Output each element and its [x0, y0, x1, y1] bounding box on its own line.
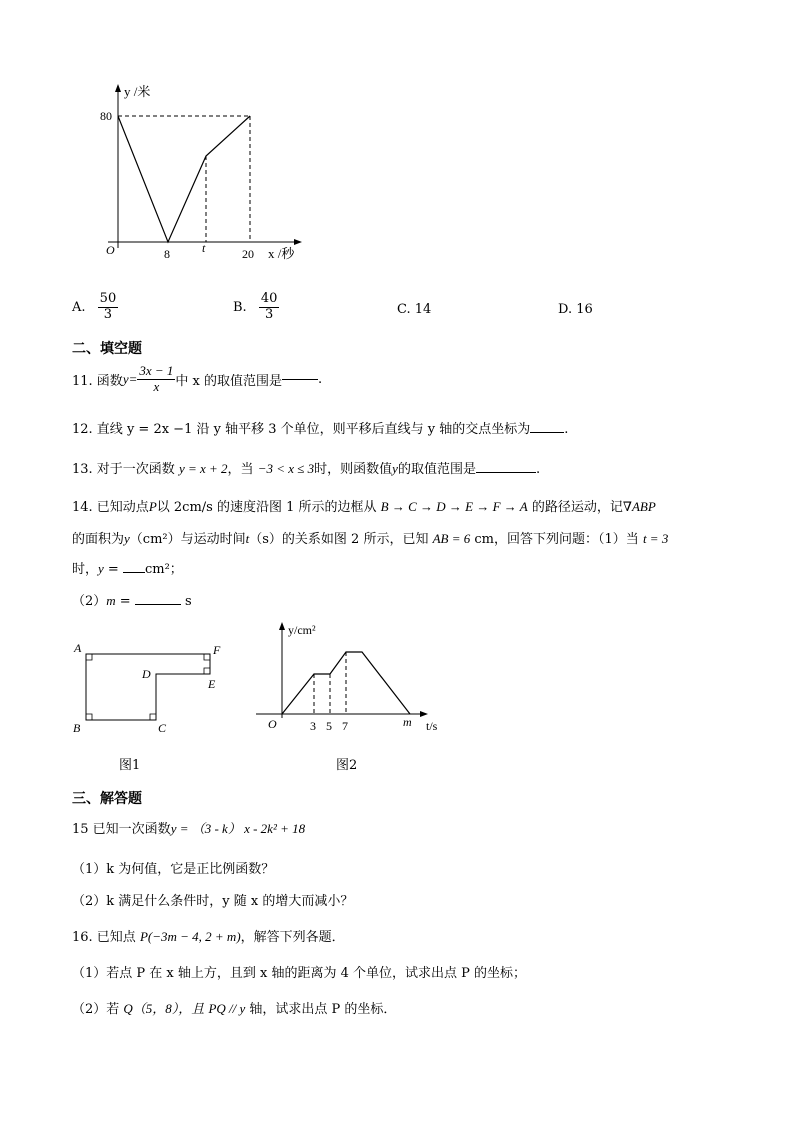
option-b-den: 3: [264, 306, 274, 322]
q14-l2-c: （s）的关系如图 2 所示，已知: [249, 532, 429, 547]
figure-1-frame: [86, 654, 210, 720]
option-b-num: 40: [260, 291, 278, 306]
q16-p2-b: 轴，试求出点 P 的坐标．: [249, 1002, 397, 1017]
q13-var: y: [392, 461, 398, 476]
question-14-line2: [72, 528, 668, 547]
top-graph-x-arrow: [294, 239, 302, 245]
figure-2-y-label: y/cm²: [288, 623, 316, 637]
question-15-part1: （1）k 为何值，它是正比例函数？: [72, 862, 275, 877]
top-graph-origin: O: [106, 243, 115, 257]
q14-l1-b: 以 2cm/s 的速度沿图 1 所示的边框从: [156, 500, 377, 515]
option-a-den: 3: [103, 306, 113, 322]
question-14-line1: [72, 496, 656, 515]
q14-blank-1[interactable]: [123, 572, 145, 573]
top-graph-x-tick-8: 8: [164, 247, 170, 261]
q14-l4-c: s: [180, 594, 192, 609]
figure-2-x-arrow: [420, 711, 428, 717]
top-graph: [100, 80, 310, 270]
figure-1-right-angle-c: [150, 714, 156, 720]
section3-title: 三、解答题: [72, 791, 142, 807]
q16-suffix: ，解答下列各题．: [240, 930, 345, 945]
q14-blank-2[interactable]: [135, 604, 181, 605]
q11-suffix: 中 x 的取值范围是: [175, 373, 283, 389]
figure-2-y-arrow: [279, 622, 285, 630]
figure-1-label-a: A: [74, 641, 82, 655]
q13-formula: y = x + 2: [178, 461, 228, 476]
q11-num: 3x − 1: [139, 363, 174, 378]
q12-text: 12. 直线 y = 2x −1 沿 y 轴平移 3 个单位，则平移后直线与 y 轴的交点坐标为: [72, 422, 531, 437]
q14-l3-c: cm²；: [144, 562, 183, 577]
q14-l2-y: y: [124, 531, 130, 546]
figure-1-label-f: F: [213, 643, 221, 657]
top-graph-x-label: x /秒: [268, 246, 295, 261]
q16-point: P(−3m − 4, 2 + m): [139, 929, 241, 944]
q13-mid: ，当: [227, 462, 254, 477]
figure-2: [252, 618, 452, 743]
top-graph-y-tick: 80: [100, 109, 112, 123]
figure-1-right-angle-e: [204, 668, 210, 674]
figure-1-right-angle-f: [204, 654, 210, 660]
question-15: [72, 818, 305, 837]
q14-l3-b: =: [103, 562, 123, 577]
figure-1: [70, 636, 230, 744]
option-b-label: B.: [233, 299, 247, 315]
question-16-part1: （1）若点 P 在 x 轴上方，且到 x 轴的距离为 4 个单位，试求出点 P 的坐标；: [72, 966, 527, 981]
figure-2-caption: 图2: [336, 758, 358, 773]
q13-suffix2: 的取值范围是: [397, 462, 476, 477]
q11-blank[interactable]: [282, 379, 318, 380]
q13-end: .: [535, 462, 541, 477]
q11-den: x: [153, 378, 160, 394]
option-b-fraction: [259, 292, 280, 323]
question-11: [72, 364, 322, 395]
option-a[interactable]: [72, 292, 118, 323]
option-a-num: 50: [99, 291, 117, 306]
question-16-part2: [72, 998, 396, 1017]
q13-blank[interactable]: [476, 472, 536, 473]
figure-1-right-angle-b: [86, 714, 92, 720]
question-15-part2: （2）k 满足什么条件时，y 随 x 的增大而减小？: [72, 894, 354, 909]
question-14-line3: [72, 558, 183, 577]
q14-l2-a: 的面积为: [72, 532, 125, 547]
figure-1-label-d: D: [142, 667, 151, 681]
q11-y-eq: y=: [122, 371, 138, 387]
q14-l2-ab: AB = 6: [432, 531, 471, 546]
q14-l2-t3: t = 3: [642, 531, 669, 546]
question-16: [72, 926, 345, 945]
q15-prefix: 15 已知一次函数: [72, 822, 171, 837]
question-12: [72, 418, 568, 437]
q11-end: .: [318, 371, 323, 387]
figure-2-x-label: t/s: [426, 719, 438, 733]
figure-1-label-b: B: [73, 721, 81, 735]
q14-l4-m: m: [106, 593, 116, 608]
figure-2-x-tick-3: 3: [310, 719, 316, 733]
q14-l2-b: （cm²）与运动时间: [129, 532, 246, 547]
top-graph-y-arrow: [115, 84, 121, 92]
q13-prefix: 13. 对于一次函数: [72, 462, 175, 477]
q12-blank[interactable]: [530, 432, 564, 433]
q16-prefix: 16. 已知点: [72, 930, 136, 945]
top-graph-x-tick-20: 20: [242, 247, 254, 261]
top-graph-y-label: y /米: [124, 84, 151, 99]
figure-1-right-angle-a: [86, 654, 92, 660]
q14-l1-c: 的路径运动，记: [531, 500, 623, 515]
q14-l2-d: cm，回答下列问题：（1）当: [474, 532, 639, 547]
top-graph-curve: [118, 116, 250, 242]
q14-l1-path: B → C → D → E → F → A: [380, 499, 528, 514]
q14-l1-p: P: [148, 499, 157, 514]
q16-p2-a: （2）若: [72, 1002, 120, 1017]
q14-l3-y: y: [98, 561, 104, 576]
q14-l4-b: =: [115, 594, 135, 609]
question-13: [72, 458, 540, 477]
q14-l3-a: 时，: [72, 562, 99, 577]
option-b[interactable]: [233, 292, 279, 323]
top-graph-x-tick-t: t: [202, 241, 206, 255]
q11-prefix: 11. 函数: [72, 373, 123, 389]
q14-l2-t: t: [245, 531, 250, 546]
q16-p2-pq: PQ // y: [208, 1001, 246, 1016]
q15-formula: y = （3 - k） x - 2k² + 18: [170, 821, 306, 836]
q14-l4-a: （2）: [72, 594, 107, 609]
figure-2-x-tick-m: m: [403, 715, 412, 729]
q14-l1-a: 14. 已知动点: [72, 500, 149, 515]
q12-end: .: [564, 422, 569, 437]
option-d[interactable]: D. 16: [558, 302, 593, 317]
option-a-label: A.: [72, 299, 86, 315]
q16-p2-q: Q（5，8），且: [123, 1001, 205, 1016]
figure-1-caption: 图1: [119, 758, 141, 773]
figure-2-x-tick-5: 5: [326, 719, 332, 733]
section2-title: 二、填空题: [72, 341, 142, 357]
option-a-fraction: [98, 292, 119, 323]
q11-fraction: [137, 364, 175, 395]
figure-1-label-e: E: [208, 677, 216, 691]
q14-l1-tri: ∇ABP: [622, 499, 656, 514]
option-c[interactable]: C. 14: [397, 302, 432, 317]
figure-1-label-c: C: [158, 721, 167, 735]
question-14-line4: [72, 590, 192, 609]
q13-suffix: 时，则函数值: [314, 462, 393, 477]
q13-condition: −3 < x ≤ 3: [257, 461, 315, 476]
figure-2-origin: O: [268, 717, 277, 731]
figure-2-x-tick-7: 7: [342, 719, 348, 733]
